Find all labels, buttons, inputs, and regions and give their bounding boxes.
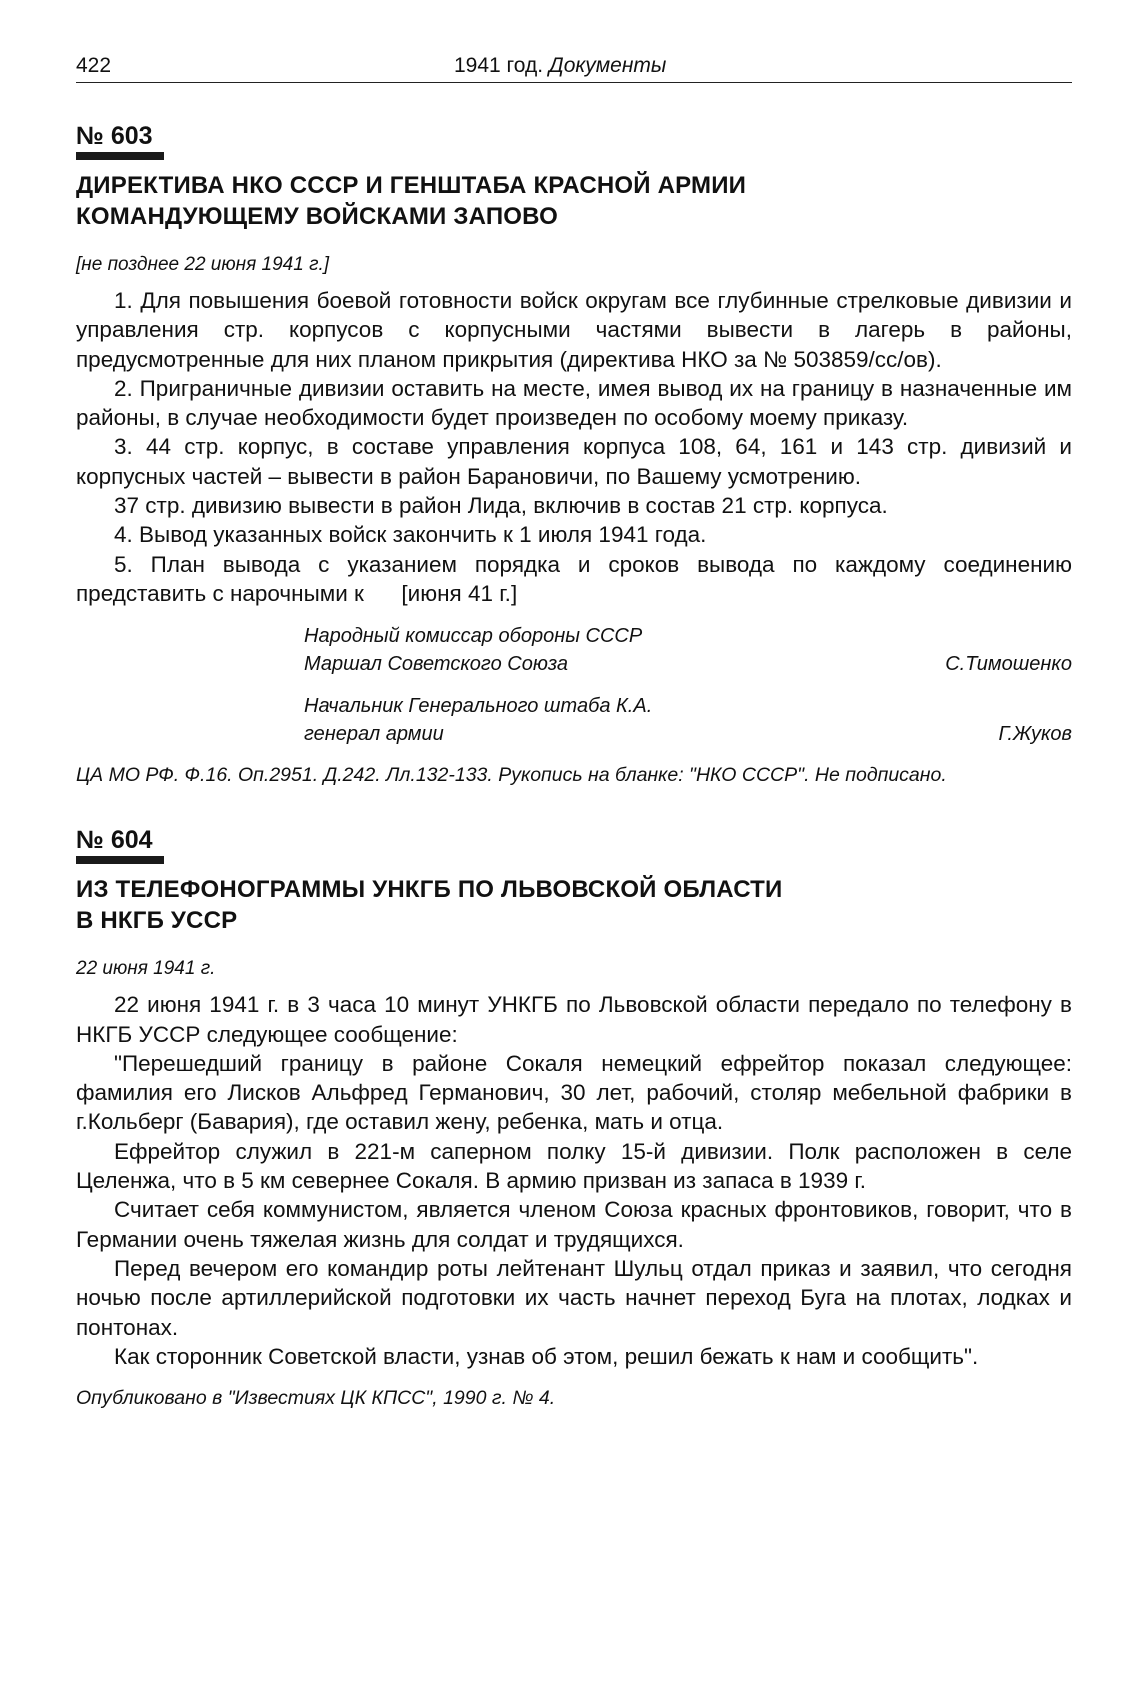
signature-rank: генерал армии — [304, 723, 444, 746]
document-date: [не позднее 22 июня 1941 г.] — [76, 254, 330, 275]
document-title-line: ДИРЕКТИВА НКО СССР И ГЕНШТАБА КРАСНОЙ АРМИИ — [76, 172, 747, 199]
running-header — [76, 52, 1072, 83]
archive-source: ЦА МО РФ. Ф.16. Оп.2951. Д.242. Лл.132-133. Рукопись на бланке: "НКО СССР". Не подписано. — [76, 764, 947, 787]
paragraph: Ефрейтор служил в 221-м саперном полку 15-й дивизии. Полк расположен в селе Целенжа, что в 5 км севернее Сокаля. В армию призван из запаса в 1939 г. — [76, 1138, 1072, 1194]
number-underline-bar — [76, 856, 164, 864]
document-number: № 603 — [76, 122, 153, 150]
document-page — [76, 52, 1079, 1412]
document-title-line: КОМАНДУЮЩЕМУ ВОЙСКАМИ ЗАПОВО — [76, 203, 558, 230]
signature-block — [304, 622, 1072, 748]
paragraph: Как сторонник Советской власти, узнав об этом, решил бежать к нам и сообщить". — [114, 1343, 979, 1369]
document-title-line: ИЗ ТЕЛЕФОНОГРАММЫ УНКГБ ПО ЛЬВОВСКОЙ ОБЛАСТИ — [76, 876, 783, 904]
page-number: 422 — [76, 54, 112, 77]
document-number: № 604 — [76, 826, 153, 855]
paragraph: 1. Для повышения боевой готовности войск округам все глубинные стрелковые дивизии и управления стр. корпусов с корпусными частями вывести в лагерь в районы, предусмотренные для них планом прикрытия (директива НКО за № 503859/сс/ов). — [76, 288, 1072, 372]
paragraph: 22 июня 1941 г. в 3 часа 10 минут УНКГБ по Львовской области передало по телефону в НКГБ УССР следующее сообщение: — [76, 992, 1072, 1047]
document-body — [76, 286, 1079, 608]
signature-position: Начальник Генерального штаба К.А. — [304, 695, 653, 718]
signature-name: Г.Жуков — [998, 723, 1072, 746]
number-underline-bar — [76, 152, 164, 160]
document-date: 22 июня 1941 г. — [76, 958, 216, 980]
running-title-italic: Документы — [548, 54, 667, 77]
signature-name: С.Тимошенко — [945, 653, 1072, 676]
paragraph: 2. Приграничные дивизии оставить на месте, имея вывод их на границу в назначенные им районы, в случае необходимости будет произведен по особому моему приказу. — [76, 375, 1072, 431]
paragraph: 3. 44 стр. корпус, в составе управления корпуса 108, 64, 161 и 143 стр. дивизий и корпусных частей – вывести в район Барановичи, по Вашему усмотрению. — [76, 434, 1072, 489]
document-title — [76, 874, 1072, 936]
document-title — [76, 170, 1072, 232]
paragraph: 37 стр. дивизию вывести в район Лида, включив в состав 21 стр. корпуса. — [114, 493, 888, 519]
signature — [304, 692, 1072, 748]
document-603 — [76, 121, 1079, 789]
paragraph: 5. План вывода с указанием порядка и сроков вывода по каждому соединению представить с нарочными к [июня 41 г.] — [76, 551, 1079, 606]
paragraph: "Перешедший границу в районе Сокаля немецкий ефрейтор показал следующее: фамилия его Лисков Альфред Германович, 30 лет, рабочий, столяр мебельной фабрики в г.Кольберг (Бавария), где оставил жену, ребенка, мать и отца. — [76, 1050, 1072, 1135]
signature-rank: Маршал Советского Союза — [304, 653, 569, 676]
running-title-year: 1941 год. — [454, 54, 544, 77]
publication-source: Опубликовано в "Известиях ЦК КПСС", 1990 г. № 4. — [76, 1387, 556, 1410]
paragraph: Перед вечером его командир роты лейтенант Шульц отдал приказ и заявил, что сегодня ночью после артиллерийской подготовки их часть начнет переход Буга на плотах, лодках и понтонах. — [76, 1255, 1072, 1340]
signature — [304, 622, 1072, 678]
document-title-line: В НКГБ УССР — [76, 907, 238, 935]
document-604 — [76, 825, 1072, 1412]
document-body — [76, 990, 1072, 1371]
paragraph: 4. Вывод указанных войск закончить к 1 июля 1941 года. — [114, 522, 707, 548]
signature-position: Народный комиссар обороны СССР — [304, 625, 643, 648]
running-title — [454, 54, 666, 78]
paragraph: Считает себя коммунистом, является членом Союза красных фронтовиков, говорит, что в Германии очень тяжелая жизнь для солдат и трудящихся. — [76, 1197, 1072, 1252]
